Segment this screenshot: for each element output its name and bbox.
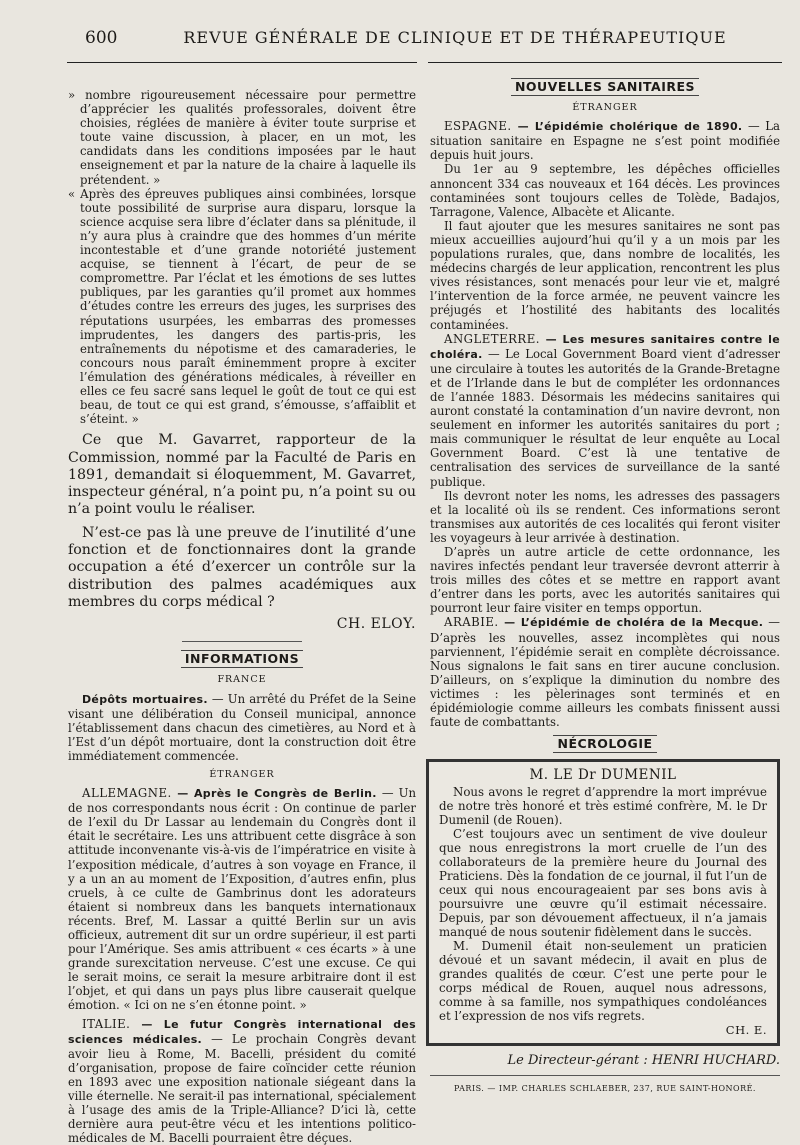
news-paragraph: Ils devront noter les noms, les adresses des passagers et la localité où ils se rendent. Ces informations seront transmises aux autorités de ces localités qui feront visiter les voyageurs à leur arrivée à destination.: [430, 488, 780, 545]
news-item-title: — L’épidémie de choléra de la Mecque.: [498, 616, 764, 630]
news-item: [68, 692, 416, 763]
country-name: ITALIE.: [82, 1016, 131, 1031]
section-heading: [68, 650, 416, 668]
subsection-label: FRANCE: [217, 674, 267, 686]
header-rule-left: [67, 62, 417, 63]
news-item-text: — D’après les nouvelles, assez incomplètes qui nous parviennent, l’épidémie serait en complète décroissance. Nous signalons le fait sans en tirer aucune conclusion. D’ailleurs, on s’explique la diminution du nombre des victimes : les pèlerinages sont terminés et en épidémiologie comme ailleurs les combats finissent aussi faute de combattants.: [430, 615, 780, 730]
journal-title: REVUE GÉNÉRALE DE CLINIQUE ET DE THÉRAPEUTIQUE: [183, 28, 727, 47]
footer-rule: [430, 1075, 780, 1076]
running-header: [0, 22, 800, 52]
right-column: [430, 78, 780, 1096]
quote-paragraph: » nombre rigoureusement nécessaire pour permettre d’apprécier les qualités professorales, doivent être choisies, réglées de manière à éviter toute surprise et toute vaine discussion, à placer, en un mot, les candidats dans les conditions imposées par le haut enseignement et par la nature de la chaire à laquelle ils prétendent. »: [68, 88, 416, 187]
obituary-paragraph: C’est toujours avec un sentiment de vive douleur que nous enregistrons la mort cruelle de l’un des collaborateurs de la première heure du Journal des Praticiens. Dès la fondation de ce journal, il fut l’un de ceux qui nous encourageaient par ses bons avis à poursuivre une œuvre qu’il estimait nécessaire. Depuis, par son dévouement affectueux, il n’a jamais manqué de nous soutenir fidèlement dans le succès.: [439, 827, 767, 940]
news-paragraph: Du 1er au 9 septembre, les dépêches officielles annoncent 334 cas nouveaux et 164 décès. Les provinces contaminées sont toujours celles de Tolède, Badajos, Tarragone, Valence, Albacète et Alicante.: [430, 162, 780, 219]
article-paragraph: Ce que M. Gavarret, rapporteur de la Commission, nommé par la Faculté de Paris en 1891, demandait si éloquemment, M. Gavarret, inspecteur général, n’a point pu, n’a point su ou n’a point voulu le réaliser.: [68, 432, 416, 518]
news-paragraph: Il faut ajouter que les mesures sanitaires ne sont pas mieux accueillies aujourd’hui qu’il y a un mois par les populations rurales, que, dans nombre de localités, les médecins chargés de leur application, rencontrent les plus vives résistances, sont menacés pour leur vie et, malgré l’intervention de la force armée, ne peuvent vaincre les préjugés et l’hostilité des habitants des localités contaminées.: [430, 218, 780, 332]
section-divider: [182, 641, 302, 642]
section-heading: [430, 735, 780, 753]
author-signature: CH. ELOY.: [336, 616, 416, 633]
subsection-label: ÉTRANGER: [572, 102, 638, 114]
news-item: [430, 332, 780, 489]
obituary-paragraph: M. Dumenil était non-seulement un praticien dévoué et un savant médecin, il avait en plus de grandes qualités de cœur. C’est une perte pour le corps médical de Rouen, auquel nous adressons, comme à sa famille, nos sympathiques condoléances et l’expression de nos vifs regrets.: [439, 939, 767, 1024]
country-name: ESPAGNE.: [444, 119, 512, 134]
news-item-text: — Un de nos correspondants nous écrit : On continue de parler de l’exil du Dr Lassar au lendemain du Congrès dont il était le secrétaire. Les uns attribuent cette disgrâce à son attitude inconvenante vis-à-vis de l’impératrice en visite à l’exposition médicale, d’autres à son voyage en France, il y a un an au moment de l’Exposition, d’autres enfin, plus cruels, à ce culte de Gambrinus dont les adorateurs étaient si nombreux dans les banquets internationaux récents. Bref, M. Lassar a quitté Berlin sur un avis officieux, autrement dit sur un ordre supérieur, il est parti pour l’Amérique. Ses amis attribuent « ces écarts » à une grande surexcitation nerveuse. C’est une excuse. Ce qui le serait moins, ce serait la mesure arbitraire dont il est l’objet, et qui dans un pays plus libre causerait quelque émotion. « Ici on ne s’en étonne point. »: [68, 786, 416, 1013]
header-rule-right: [428, 62, 782, 63]
quote-paragraph: « Après des épreuves publiques ainsi combinées, lorsque toute possibilité de surprise aura disparu, lorsque la science acquise sera libre d’éclater dans sa plénitude, il n’y aura plus à craindre que des hommes d’un mérite incontestable et d’une grande notoriété justement acquise, se tiennent à l’écart, de peur de se compromettre. Par l’éclat et les émotions de ses luttes publiques, par les garanties qu’il promet aux hommes d’études contre les erreurs des juges, les surprises des réputations usurpées, les embarras des promesses imprudentes, les dangers des partis-pris, les entraînements du népotisme et des camaraderies, le concours nous paraît éminemment propre à exciter l’émulation des générations médicales, à réveiller en elles ce feu sacré sans lequel le goût de tout ce qui est beau, de tout ce qui est grand, s’émousse, s’affaiblit et s’éteint. »: [68, 186, 416, 427]
obituary-paragraph: Nous avons le regret d’apprendre la mort imprévue de notre très honoré et très estimé confrère, M. le Dr Dumenil (de Rouen).: [439, 785, 767, 828]
left-column: [68, 88, 416, 1145]
necrologie-heading: NÉCROLOGIE: [553, 735, 656, 753]
news-item-text: — La situation sanitaire en Espagne ne s’est point modifiée depuis huit jours.: [430, 119, 780, 163]
news-item-title: — L’épidémie cholérique de 1890.: [511, 120, 743, 134]
news-item-title: — Les mesures sanitaires contre le choléra.: [430, 332, 780, 361]
news-item-text: — Le Local Government Board vient d’adresser une circulaire à toutes les autorités de la Grande-Bretagne et de l’Irlande dans le but de compléter les ordonnances de l’année 1883. Désormais les médecins sanitaires qui auront constaté la contamination d’un navire devront, non seulement en informer les autorités sanitaires du port ; mais communiquer le résultat de leur enquête au Local Government Board. C’est là une tentative de centralisation des services de surveillance de la santé publique.: [430, 346, 780, 489]
news-item-text: — Un arrêté du Préfet de la Seine visant une délibération du Conseil municipal, annonce l’établissement dans chacun des cimetières, au Nord et à l’Est d’un dépôt mortuaire, dont la construction doit être immédiatement commencée.: [68, 691, 416, 763]
article-paragraph: N’est-ce pas là une preuve de l’inutilité d’une fonction et de fonctionnaires dont la grande occupation a été d’exercer un contrôle sur la distribution des palmes académiques aux membres du corps médical ?: [68, 524, 416, 610]
obituary-box: [426, 759, 780, 1046]
news-paragraph: D’après un autre article de cette ordonnance, les navires infectés pendant leur traversée devront atterrir à trois milles des côtes et se mettre en rapport avant d’entrer dans les ports, avec les autorités sanitaires qui pourront leur faire visiter en temps opportun.: [430, 545, 780, 616]
news-item: [68, 1017, 416, 1145]
news-item: [430, 119, 780, 162]
country-name: ARABIE.: [444, 615, 499, 630]
page-number: 600: [85, 28, 118, 48]
informations-heading: INFORMATIONS: [181, 650, 303, 668]
news-item-title: Dépôts mortuaires.: [82, 692, 208, 706]
news-item-title: — Le futur Congrès international des sciences médicales.: [68, 1017, 416, 1046]
news-item: [430, 615, 780, 729]
country-name: ALLEMAGNE.: [82, 786, 172, 801]
news-item-title: — Après le Congrès de Berlin.: [171, 787, 377, 801]
obituary-signature: CH. E.: [725, 1023, 767, 1038]
obituary-title: M. LE Dr DUMENIL: [529, 767, 677, 784]
country-name: ANGLETERRE.: [444, 331, 540, 346]
printer-imprint: PARIS. — IMP. CHARLES SCHLAEBER, 237, RUE SAINT-HONORÉ.: [454, 1083, 756, 1093]
subsection-label: ÉTRANGER: [209, 768, 275, 780]
section-heading: [430, 78, 780, 96]
nouvelles-sanitaires-heading: NOUVELLES SANITAIRES: [511, 78, 699, 96]
news-item-text: — Le prochain Congrès devant avoir lieu à Rome, M. Bacelli, président du comité d’organisation, propose de faire coïncider cette réunion en 1893 avec une exposition nationale siégeant dans la ville éternelle. Ne serait-il pas international, spécialement à l’usage des amis de la Triple-Alliance? D’ici là, cette dernière aura peut-être vécu et les intentions politico-médicales de M. Bacelli pourraient être déçues.: [68, 1031, 416, 1145]
director-gerant: Le Directeur-gérant : HENRI HUCHARD.: [507, 1053, 780, 1069]
news-item: [68, 786, 416, 1013]
